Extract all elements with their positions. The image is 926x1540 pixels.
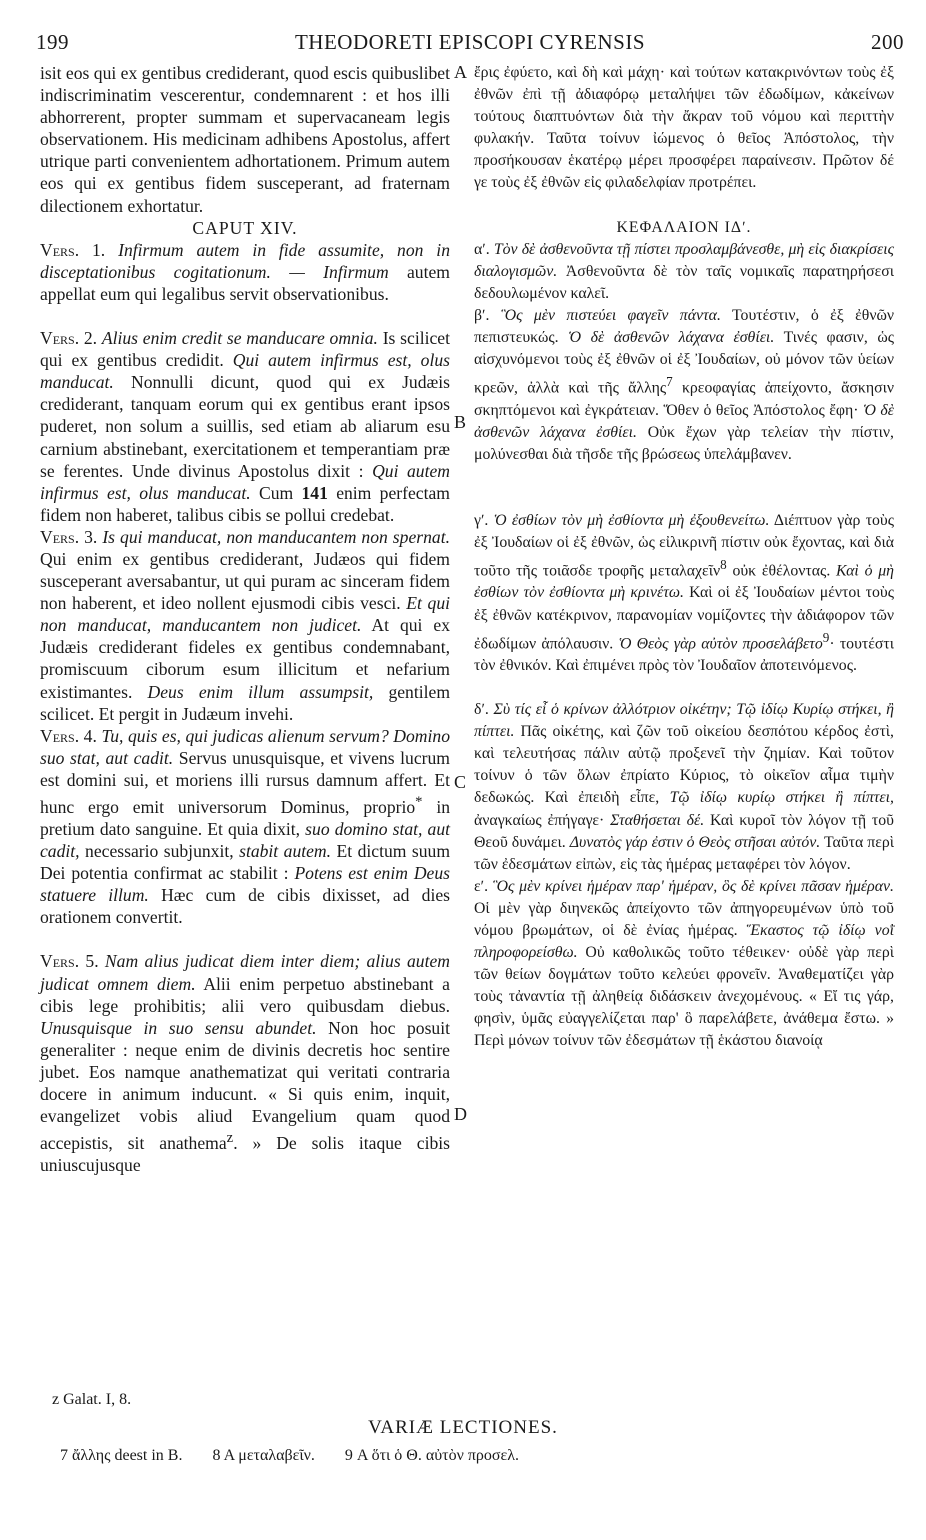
verse-quote: Is qui manducat, non manducantem non spernat. [102, 526, 450, 547]
verse-label: γʹ. [474, 511, 489, 529]
verse-commentary: ἀναγκαίως ἐπήγαγε· [474, 811, 605, 829]
greek-verse-b [474, 305, 894, 466]
verse-commentary: Καὶ κυροῖ τὸν λόγον τῇ τοῦ Θεοῦ δυνάμει. [474, 811, 895, 851]
verse-label: Vers. 4. [40, 725, 97, 746]
verse-quote: Τῷ ἰδίῳ κυρίῳ στήκει ἢ πίπτει, [669, 789, 894, 807]
verse-commentary: · τουτέστι τὸν ἐθνικόν. Καὶ ἐπιμένει πρὸς τὸν Ἰουδαῖον ἀποτεινόμενος. [474, 634, 894, 674]
variae-lectiones-notes [60, 1447, 545, 1465]
latin-chapter-heading: CAPUT XIV. [192, 217, 298, 238]
verse-label: Vers. 3. [40, 526, 98, 547]
verse-commentary: Οὐ καθολικῶς τοῦτο τέθεικεν· οὐδὲ γὰρ περὶ τῶν θείων δογμάτων τοῦτο κελεύει φρονεῖν. Ἀναθεματίζει γὰρ τοὺς τἀναντία τῇ ἀληθείᾳ διδάσκειν ἀνεχομένους. « Εἴ τις γάρ, φησὶν, ὑμᾶς εὐαγγελίζεται παρ' ὃ παρελάβετε, ἀνάθεμα ἔστω. » Περὶ μόνων τοίνυν τῶν ἐδεσμάτων τῇ ἑκάστου διανοίᾳ [474, 944, 894, 1050]
verse-commentary: Qui enim ex gentibus crediderant, Judæos qui fidem susceperant aversabantur, ut qui puram ac sinceram fidem non haberent, et ideo nollent ejusmodi cibis vesci. [40, 548, 450, 614]
verse-quote: Potens est enim Deus statuere illum. [40, 863, 451, 906]
footnote-ref: 9 [822, 629, 830, 645]
verse-commentary: in pretium dato sanguine. Et quia dixit, [40, 796, 450, 839]
verse-label: Vers. 2. [40, 328, 98, 349]
variae-lectiones-heading: VARIÆ LECTIONES. [368, 1417, 558, 1438]
verse-quote: Καὶ ὁ μὴ ἐσθίων τὸν ἐσθίοντα μὴ κρινέτω. [474, 562, 895, 602]
verse-quote: Qui autem infirmus est, olus manducat. [40, 350, 450, 393]
verse-quote: Δυνατὸς γάρ ἐστιν ὁ Θεὸς στῆσαι αὐτόν. [569, 833, 821, 851]
greek-verse-a [474, 239, 894, 305]
variant-note-7: 7 ἄλλης deest in B. [60, 1447, 183, 1464]
verse-quote: suo domino stat, aut cadit, [40, 818, 451, 862]
verse-commentary: necessario subjunxit, [85, 841, 234, 862]
verse-quote: Deus enim illum assumpsit, [147, 681, 374, 702]
verse-quote: Ὃς μὲν κρίνει ἡμέραν παρ' ἡμέραν, ὃς δὲ κρίνει πᾶσαν ἡμέραν. [492, 877, 894, 895]
verse-commentary: Servus unusquisque, et vivens lucrum est domini sui, et moriens illi rursus damnum affert. Et hunc ergo emit universorum Dominus, proprio [40, 747, 450, 817]
verse-label: αʹ. [474, 240, 490, 258]
verse-commentary: Καὶ οἱ ἐξ Ἰουδαίων μέντοι τοὺς ἐξ ἐθνῶν κατέκρινον, παρανομίαν νομίζοντες τὴν ἀδιάφορον τῶν ἐδωδίμων ἀπόλαυσιν. [474, 584, 894, 652]
verse-commentary: Ταῦτα περὶ τῶν ἐδεσμάτων εἰπὼν, εἰς τὰς ἡμέρας μεταφέρει τὸν λόγον. [474, 833, 894, 873]
footnote-ref: 8 [720, 557, 727, 573]
running-title: THEODORETI EPISCOPI CYRENSIS [294, 30, 646, 54]
verse-commentary: autem appellat eum qui legalibus servit observationibus. [40, 261, 450, 304]
margin-marker-a: A [454, 62, 467, 82]
verse-label: Vers. 1. [40, 239, 106, 260]
greek-column [474, 62, 894, 1053]
verse-quote: Ὁ δὲ ἀσθενῶν λάχανα ἐσθίει. [474, 401, 894, 441]
verse-commentary: Οἱ μὲν γὰρ διηνεκῶς ἀπείχοντο τῶν ἀπηγορευμένων ὑπὸ τοῦ νόμου βρωμάτων, οἱ δὲ ἐνίας ἡμέρας. [474, 899, 894, 939]
verse-commentary: At qui ex Judæis crediderant fideles ex gentibus condemnabant, promiscuum ciborum esum illicitum et nefarium existimantes. [40, 615, 450, 702]
verse-label: Vers. 5. [40, 951, 99, 972]
latin-verse-5 [40, 950, 450, 1176]
verse-quote: Infirmum autem in fide assumite, non in disceptationibus cogitationum. — Infirmum [40, 239, 450, 282]
latin-verse-3 [40, 526, 450, 725]
footnote-ref: 7 [666, 374, 673, 390]
margin-marker-b: B [454, 412, 467, 432]
verse-quote: Alius enim credit se manducare omnia. [101, 328, 378, 349]
verse-quote: Tu, quis es, qui judicas alienum servum? Domino suo stat, aut cadit. [40, 725, 450, 768]
footnote-ref: z [226, 1130, 234, 1147]
verse-quote: Nam alius judicat diem inter diem; alius autem judicat omnem diem. [40, 951, 450, 994]
greek-verse-d [474, 699, 894, 876]
variant-note-9: 9 A ὅτι ὁ Θ. αὐτὸν προσελ. [344, 1447, 519, 1464]
running-header [36, 30, 904, 60]
verse-commentary: Alii enim perpetuo abstinebant a cibis lege prohibitis; alii vero quibusdam diebus. [40, 973, 450, 1016]
verse-label: βʹ. [474, 306, 490, 324]
verse-commentary: κρεοφαγίας ἀπείχοντο, ἄσκησιν σκηπτόμενοι καὶ ἐγκράτειαν. Ὅθεν ὁ θεῖος Ἀπόστολος ἔφη· [474, 379, 894, 419]
page-number-left: 199 [36, 30, 69, 54]
verse-quote: Ἕκαστος τῷ ἰδίῳ νοῒ πληροφορείσθω. [474, 921, 894, 962]
verse-commentary: Non hoc posuit generaliter : neque enim de divinis decretis hoc sentire jubet. Eos namque anathematizat qui veritati contraria docere in animum inducunt. « Si quis enim, inquit, evangelizet vobis aliud Evangelium quam quod accepistis, sit anathema [40, 1017, 450, 1154]
verse-commentary: Ἀσθενοῦντα δὲ τὸν ταῖς νομικαῖς παρατηρήσεσι δεδουλωμένον καλεῖ. [474, 262, 894, 302]
verse-quote: Ὁ ἐσθίων τὸν μὴ ἐσθίοντα μὴ ἐξουθενείτω. [493, 511, 770, 529]
verse-commentary: enim perfectam fidem non haberet, talibus cibis se pollui credebat. [40, 482, 450, 525]
verse-commentary: Nonnulli dicunt, quod qui ex Judæis crediderant, tanquam eorum qui ex gentibus erant ipsos puderet, non solum a suillis, sed etiam ab aliarum esu carnium abstinebant, exercitationem et temperantiam præ se ferentes. Unde divinus Apostolus dixit : [40, 372, 450, 481]
verse-commentary: Hæc cum de cibis dixisset, ad dies orationem convertit. [40, 885, 451, 928]
verse-label: δʹ. [474, 701, 489, 719]
page-number-right: 200 [871, 30, 904, 54]
verse-commentary: Cum [258, 482, 294, 503]
verse-quote: Σὺ τίς εἶ ὁ κρίνων ἀλλότριον οἰκέτην; Τῷ ἰδίῳ Κυρίῳ στήκει, ἢ πίπτει. [474, 701, 894, 741]
verse-quote: Qui autem infirmus est, olus manducat. [40, 460, 451, 503]
verse-commentary: Οὐκ ἔχων γὰρ τελείαν τὴν πίστιν, μολύνεσθαι διὰ τῆσδε τῆς βρώσεως ὑπελάμβανεν. [474, 423, 894, 463]
verse-commentary: . » De solis itaque cibis uniuscujusque [40, 1133, 450, 1176]
footnote: z Galat. I, 8. [52, 1391, 132, 1408]
verse-commentary: Τουτέστιν, ὁ ἐξ ἐθνῶν πεπιστευκώς. [474, 306, 894, 347]
verse-commentary: Διέπτυον γὰρ τοὺς ἐξ Ἰουδαίων οἱ ἐξ ἐθνῶν, ὡς εἰλικρινῆ πίστιν οὐκ ἔχοντας, καὶ διὰ τοῦτο τῆς τοιᾶσδε τροφῆς μεταλαχεῖν [474, 511, 895, 580]
greek-verse-e [474, 876, 894, 1053]
verse-commentary: gentilem scilicet. Et pergit in Judæum invehi. [40, 681, 451, 724]
greek-verse-c [474, 510, 894, 677]
greek-intro-paragraph: ἔρις ἐφύετο, καὶ δὴ καὶ μάχη· καὶ τούτων κατακρινόντων τοὺς ἐξ ἐθνῶν ἐπὶ τῇ ἀδιαφόρῳ μεταλήψει τῶν ἐδωδίμων, κἀκείνων τούτους διαπτυόντων διὰ τὴν ἄκραν τοῦ νόμου καὶ περιττὴν φυλακήν. Ταῦτα τοίνυν ἰώμενος ὁ θεῖος Ἀπόστολος, τὴν προσήκουσαν ἑκατέρῳ μέρει προσφέρει παραίνεσιν. Πρῶτον δέ γε τοὺς ἐξ ἐθνῶν εἰς φιλαδελφίαν προτρέπει. [474, 64, 894, 192]
verse-commentary: Is scilicet qui ex gentibus credidit. [40, 328, 450, 371]
verse-quote: Et qui non manducat, manducantem non judicet. [40, 593, 451, 636]
star-mark: * [415, 794, 423, 810]
verse-quote: Τὸν δὲ ἀσθενοῦντα τῇ πίστει προσλαμβάνεσθε, μὴ εἰς διακρίσεις διαλογισμῶν. [474, 240, 894, 280]
latin-intro-paragraph: isit eos qui ex gentibus crediderant, quod escis quibuslibet indiscriminatim vescerentur, condemnarent : et hos illi abhorrerent, propter summam et supervacaneam legis observationem. His medicinam adhibens Apostolus, affert utrique parti convenientem adhortationem. Primum autem eos qui ex gentibus fidem susceperant, ad fraternam dilectionem exhortatur. [40, 63, 450, 216]
latin-column [40, 62, 450, 1176]
verse-commentary: Πᾶς οἰκέτης, καὶ ζῶν τοῦ οἰκείου δεσπότου κέρδος ἐστὶ, καὶ τελευτήσας πάλιν αὐτῷ προξενεῖ τὴν ζημίαν. Καὶ τοῦτον τοίνυν ὁ τῶν ὅλων ἐπρίατο Κύριος, τὸ οἰκεῖον αἷμα τιμὴν δεδωκώς. Καὶ ἐπειδὴ εἶπε, [474, 723, 894, 807]
verse-quote: Σταθήσεται δέ. [610, 811, 705, 829]
page-marker: 141 [301, 482, 328, 503]
latin-verse-1 [40, 239, 450, 305]
margin-marker-c: C [454, 772, 467, 792]
verse-commentary: οὐκ ἐθέλοντας. [732, 562, 831, 580]
greek-chapter-heading: ΚΕΦΑΛΑΙΟΝ ΙΔʹ. [616, 218, 752, 236]
latin-verse-2 [40, 327, 450, 526]
verse-quote: stabit autem. [239, 841, 332, 862]
verse-quote: Ὁ δὲ ἀσθενῶν λάχανα ἐσθίει. [568, 329, 775, 347]
verse-label: εʹ. [474, 877, 489, 895]
verse-commentary: Et dictum suum Dei potentia confirmat ac stabilit : [40, 841, 451, 884]
verse-quote: Unusquisque in suo sensu abundet. [40, 1017, 317, 1038]
verse-quote: Ὁ Θεὸς γὰρ αὐτὸν προσελάβετο [618, 634, 823, 652]
verse-commentary: Τινές φασιν, ὡς αἰσχυνόμενοι τοὺς ἐξ ἐθνῶν οἱ ἐξ Ἰουδαίων, οὐ μόνον τῶν ὑείων κρεῶν, ἀλλὰ καὶ τῆς ἄλλης [474, 329, 894, 397]
latin-verse-4 [40, 725, 450, 929]
variant-note-8: 8 A μεταλαβεῖν. [212, 1447, 315, 1464]
margin-marker-d: D [454, 1104, 467, 1124]
verse-quote: Ὃς μὲν πιστεύει φαγεῖν πάντα. [500, 306, 721, 324]
